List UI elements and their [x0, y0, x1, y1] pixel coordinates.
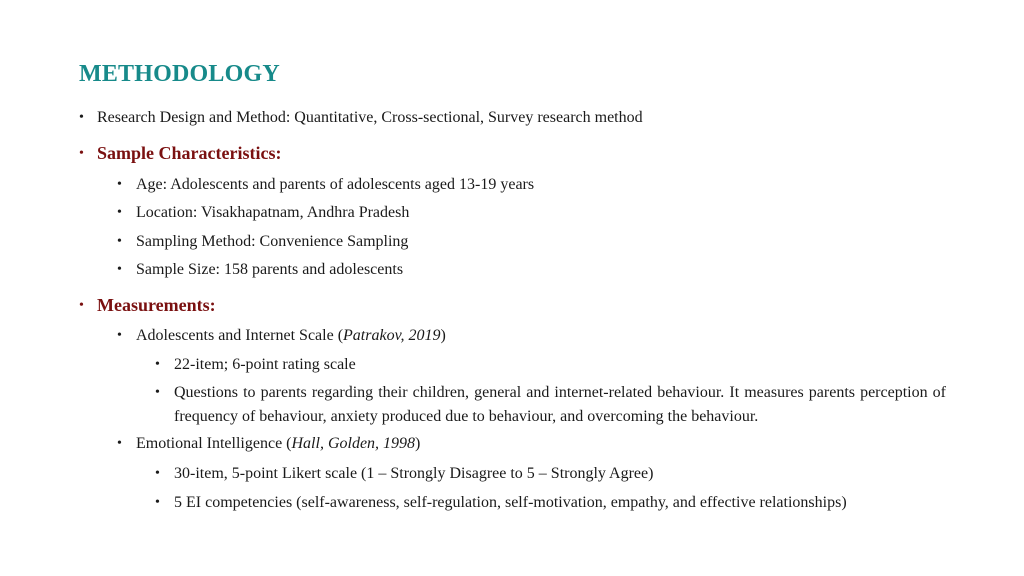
sample-size-text: Sample Size: 158 parents and adolescents [136, 261, 404, 278]
list-item [155, 464, 654, 484]
bullet-icon: • [117, 262, 122, 277]
bullet-icon: • [117, 177, 122, 192]
list-item [117, 232, 409, 252]
bullet-icon: • [155, 466, 160, 481]
sample-heading-item [79, 143, 282, 165]
list-item [117, 260, 404, 280]
list-item [155, 493, 847, 513]
bullet-icon: • [155, 385, 160, 400]
bullet-icon: • [79, 146, 84, 161]
bullet-icon: • [79, 110, 84, 125]
research-design-item [79, 108, 643, 128]
measurements-heading: Measurements: [97, 295, 216, 315]
bullet-icon: • [155, 495, 160, 510]
scale1-item-text: 22-item; 6-point rating scale [174, 356, 356, 373]
bullet-icon: • [117, 328, 122, 343]
scale1-close: ) [440, 327, 446, 344]
list-item [117, 434, 421, 454]
sample-location-text: Location: Visakhapatnam, Andhra Pradesh [136, 204, 410, 221]
list-item [155, 381, 946, 429]
scale2-item-text: 30-item, 5-point Likert scale (1 – Strongly Disagree to 5 – Strongly Agree) [174, 465, 654, 482]
list-item [117, 203, 410, 223]
scale2-close: ) [415, 435, 421, 452]
bullet-icon: • [117, 205, 122, 220]
sample-age-text: Age: Adolescents and parents of adolescents aged 13-19 years [136, 176, 535, 193]
bullet-icon: • [117, 436, 122, 451]
sample-heading: Sample Characteristics: [97, 143, 282, 163]
sample-method-text: Sampling Method: Convenience Sampling [136, 233, 409, 250]
scale1-name: Adolescents and Internet Scale ( [136, 327, 344, 344]
scale1-item-text: Questions to parents regarding their children, general and internet-related behaviour. It measures parents perception of frequency of behaviour, anxiety produced due to behaviour, and overcoming the behaviour. [174, 384, 946, 425]
list-item [117, 175, 535, 195]
measurements-heading-item [79, 295, 216, 317]
research-design-text: Research Design and Method: Quantitative, Cross-sectional, Survey research method [97, 109, 643, 126]
list-item [117, 326, 446, 346]
bullet-icon: • [155, 357, 160, 372]
list-item [155, 355, 356, 375]
slide-title: METHODOLOGY [79, 61, 280, 87]
scale1-citation: Patrakov, 2019 [343, 327, 441, 344]
bullet-icon: • [117, 234, 122, 249]
scale2-citation: Hall, Golden, 1998 [291, 435, 416, 452]
bullet-icon: • [79, 298, 84, 313]
scale2-name: Emotional Intelligence ( [136, 435, 292, 452]
scale2-item-text: 5 EI competencies (self-awareness, self-regulation, self-motivation, empathy, and effective relationships) [174, 494, 847, 511]
